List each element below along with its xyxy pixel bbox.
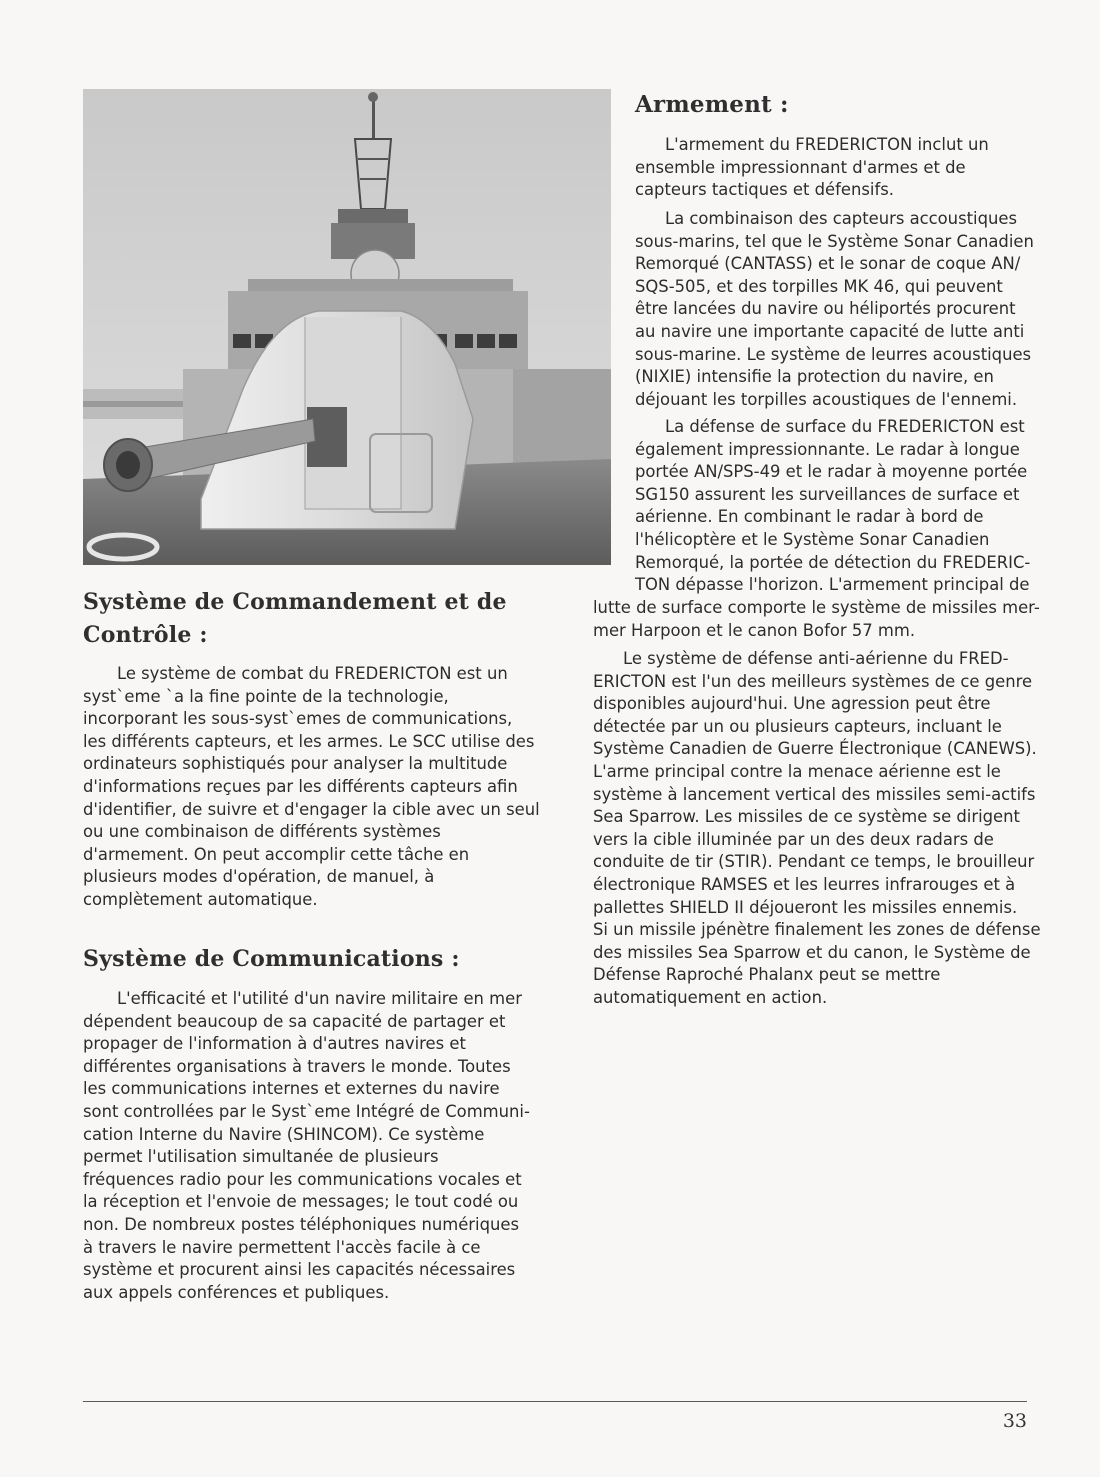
text-line: sous-marins, tel que le Système Sonar Canadien xyxy=(635,231,1034,251)
text-line: Remorqué, la portée de détection du FREDERIC- xyxy=(635,552,1031,572)
text-line: Le système de combat du FREDERICTON est un xyxy=(117,664,508,683)
text-line: propager de l'information à d'autres navires et xyxy=(83,1034,466,1054)
text-line: incorporant les sous-syst`emes de communications, xyxy=(83,709,513,729)
text-line: des missiles Sea Sparrow et du canon, le Système de xyxy=(593,942,1031,962)
text-line: sous-marine. Le système de leurres acoustiques xyxy=(635,344,1032,364)
text-line: complètement automatique. xyxy=(83,889,318,909)
text-line: ordinateurs sophistiqués pour analyser la multitude xyxy=(83,754,508,774)
armement-paragraph-3-continued xyxy=(593,597,1040,642)
text-line: pallettes SHIELD II déjoueront les missiles ennemis. xyxy=(593,897,1018,917)
armement-paragraph-3 xyxy=(635,416,1030,597)
text-line: plusieurs modes d'opération, de manuel, à xyxy=(83,867,435,887)
text-line: mer Harpoon et le canon Bofor 57 mm. xyxy=(593,620,916,640)
text-line: L'arme principal contre la menace aérienne est le xyxy=(593,761,1001,781)
text-line: à travers le navire permettent l'accès facile à ce xyxy=(83,1237,481,1257)
text-line: ERICTON est l'un des meilleurs systèmes de ce genre xyxy=(593,671,1033,691)
text-line: Sea Sparrow. Les missiles de ce système se dirigent xyxy=(593,807,1020,827)
text-line: également impressionnante. Le radar à longue xyxy=(635,439,1020,459)
commandement-heading-line-2: Contrôle : xyxy=(83,622,208,648)
armement-heading: Armement : xyxy=(635,91,789,118)
text-line: capteurs tactiques et défensifs. xyxy=(635,180,895,200)
text-line: conduite de tir (STIR). Pendant ce temps, le brouilleur xyxy=(593,852,1035,872)
text-line: différentes organisations à travers le monde. Toutes xyxy=(83,1056,511,1076)
communications-paragraph xyxy=(83,988,533,1304)
text-line: Remorqué (CANTASS) et le sonar de coque AN/ xyxy=(635,254,1021,274)
text-line: système à lancement vertical des missiles semi-actifs xyxy=(593,784,1036,804)
text-line: Système Canadien de Guerre Électronique (CANEWS). xyxy=(593,739,1037,759)
text-line: syst`eme `a la fine pointe de la technologie, xyxy=(83,686,449,706)
text-line: d'informations reçues par les différents capteurs afin xyxy=(83,776,518,796)
commandement-heading xyxy=(83,586,507,652)
ship-gun-turret-photo xyxy=(83,89,611,565)
text-line: Le système de défense anti-aérienne du FRED- xyxy=(623,649,1009,668)
armement-paragraph-4 xyxy=(593,648,1041,1010)
text-line: non. De nombreux postes téléphoniques numériques xyxy=(83,1214,519,1234)
text-line: ensemble impressionnant d'armes et de xyxy=(635,157,966,177)
text-line: SG150 assurent les surveillances de surface et xyxy=(635,484,1020,504)
text-line: La combinaison des capteurs accoustiques xyxy=(665,209,1018,228)
text-line: lutte de surface comporte le système de missiles mer- xyxy=(593,598,1040,617)
text-line: L'armement du FREDERICTON inclut un xyxy=(665,135,989,154)
text-line: Si un missile jpénètre finalement les zones de défense xyxy=(593,920,1041,940)
text-line: cation Interne du Navire (SHINCOM). Ce système xyxy=(83,1124,485,1144)
text-line: système et procurent ainsi les capacités nécessaires xyxy=(83,1260,516,1280)
text-line: permet l'utilisation simultanée de plusieurs xyxy=(83,1147,439,1167)
communications-heading: Système de Communications : xyxy=(83,946,460,972)
text-line: au navire une importante capacité de lutte anti xyxy=(635,321,1025,341)
armement-paragraph-1 xyxy=(635,134,1025,202)
text-line: ou une combinaison de différents systèmes xyxy=(83,822,441,842)
text-line: être lancées du navire ou héliportés procurent xyxy=(635,299,1016,319)
text-line: Défense Raproché Phalanx peut se mettre xyxy=(593,965,941,985)
text-line: d'identifier, de suivre et d'engager la cible avec un seul xyxy=(83,799,540,819)
text-line: les communications internes et externes du navire xyxy=(83,1079,500,1099)
text-line: automatiquement en action. xyxy=(593,987,828,1007)
text-line: SQS-505, et des torpilles MK 46, qui peuvent xyxy=(635,276,1003,296)
text-line: déjouant les torpilles acoustiques de l'ennemi. xyxy=(635,389,1018,409)
text-line: dépendent beaucoup de sa capacité de partager et xyxy=(83,1011,506,1031)
text-line: vers la cible illuminée par un des deux radars de xyxy=(593,829,994,849)
text-line: aérienne. En combinant le radar à bord de xyxy=(635,507,984,527)
page-number: 33 xyxy=(1002,1410,1027,1432)
text-line: TON dépasse l'horizon. L'armement principal de xyxy=(635,575,1030,595)
text-line: La défense de surface du FREDERICTON est xyxy=(665,417,1025,436)
text-line: sont controllées par le Syst`eme Intégré de Communi- xyxy=(83,1101,530,1121)
commandement-heading-line-1: Système de Commandement et de xyxy=(83,589,507,615)
text-line: d'armement. On peut accomplir cette tâche en xyxy=(83,844,470,864)
text-line: portée AN/SPS-49 et le radar à moyenne portée xyxy=(635,462,1028,482)
text-line: électronique RAMSES et les leurres infrarouges et à xyxy=(593,874,1016,894)
text-line: les différents capteurs, et les armes. Le SCC utilise des xyxy=(83,731,535,751)
text-line: la réception et l'envoie de messages; le tout codé ou xyxy=(83,1192,519,1212)
text-line: aux appels conférences et publiques. xyxy=(83,1282,390,1302)
text-line: L'efficacité et l'utilité d'un navire militaire en mer xyxy=(117,989,522,1008)
commandement-paragraph xyxy=(83,663,540,912)
text-line: disponibles aujourd'hui. Une agression peut être xyxy=(593,694,991,714)
text-line: (NIXIE) intensifie la protection du navire, en xyxy=(635,367,994,387)
footer-rule xyxy=(83,1401,1027,1402)
text-line: l'hélicoptère et le Système Sonar Canadien xyxy=(635,529,990,549)
armement-paragraph-2 xyxy=(635,208,1034,411)
text-line: fréquences radio pour les communications vocales et xyxy=(83,1169,522,1189)
ship-photo-illustration xyxy=(83,89,611,565)
text-line: détectée par un ou plusieurs capteurs, incluant le xyxy=(593,716,1002,736)
